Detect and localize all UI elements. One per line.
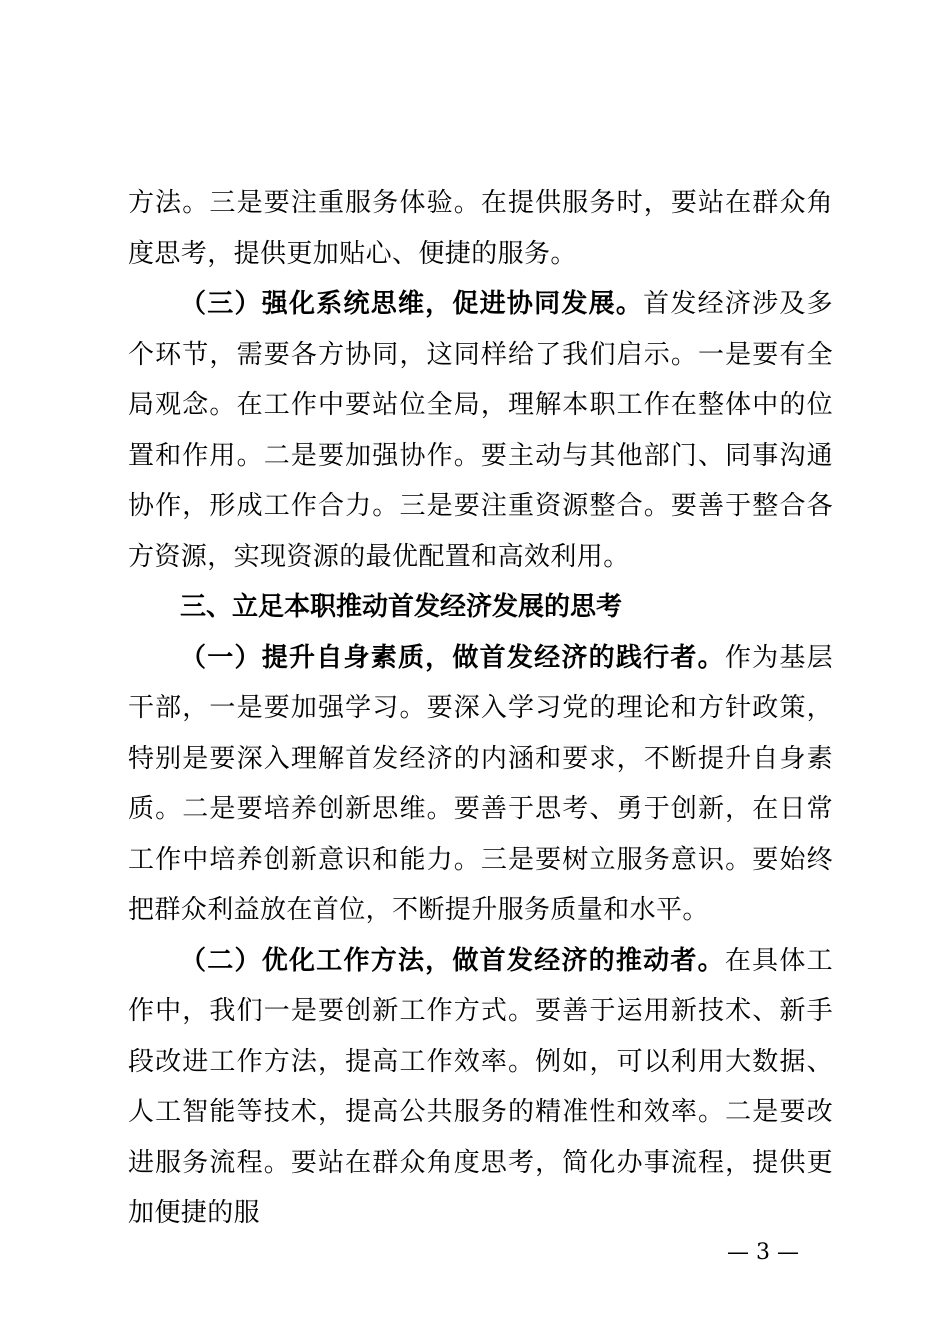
body-text	[128, 178, 833, 1239]
paragraph-work-methods	[128, 936, 833, 1239]
paragraph-text: 作为基层干部，一是要加强学习。要深入学习党的理论和方针政策，特别是要深入理解首发经济的内涵和要求，不断提升自身素质。二是要培养创新思维。要善于思考、勇于创新，在日常工作中培养创新意识和能力。三是要树立服务意识。要始终把群众利益放在首位，不断提升服务质量和水平。	[128, 642, 833, 925]
page-number: — 3 —	[727, 1240, 799, 1265]
paragraph-lead: （一）提升自身素质，做首发经济的践行者。	[180, 642, 725, 673]
paragraph-text: 在具体工作中，我们一是要创新工作方式。要善于运用新技术、新手段改进工作方法，提高工作效率。例如，可以利用大数据、人工智能等技术，提高公共服务的精准性和效率。二是要改进服务流程。要站在群众角度思考，简化办事流程，提供更加便捷的服	[128, 945, 833, 1228]
paragraph-continuation	[128, 178, 833, 279]
paragraph-text: 方法。三是要注重服务体验。在提供服务时，要站在群众角度思考，提供更加贴心、便捷的服务。	[128, 188, 833, 269]
paragraph-system-thinking	[128, 279, 833, 582]
paragraph-lead: （三）强化系统思维，促进协同发展。	[180, 289, 644, 319]
paragraph-text: 首发经济涉及多个环节，需要各方协同，这同样给了我们启示。一是要有全局观念。在工作中要站位全局，理解本职工作在整体中的位置和作用。二是要加强协作。要主动与其他部门、同事沟通协作，形成工作合力。三是要注重资源整合。要善于整合各方资源，实现资源的最优配置和高效利用。	[128, 289, 833, 572]
paragraph-lead: （二）优化工作方法，做首发经济的推动者。	[180, 945, 725, 976]
section-heading: 三、立足本职推动首发经济发展的思考	[180, 592, 623, 622]
paragraph-self-improvement	[128, 633, 833, 936]
